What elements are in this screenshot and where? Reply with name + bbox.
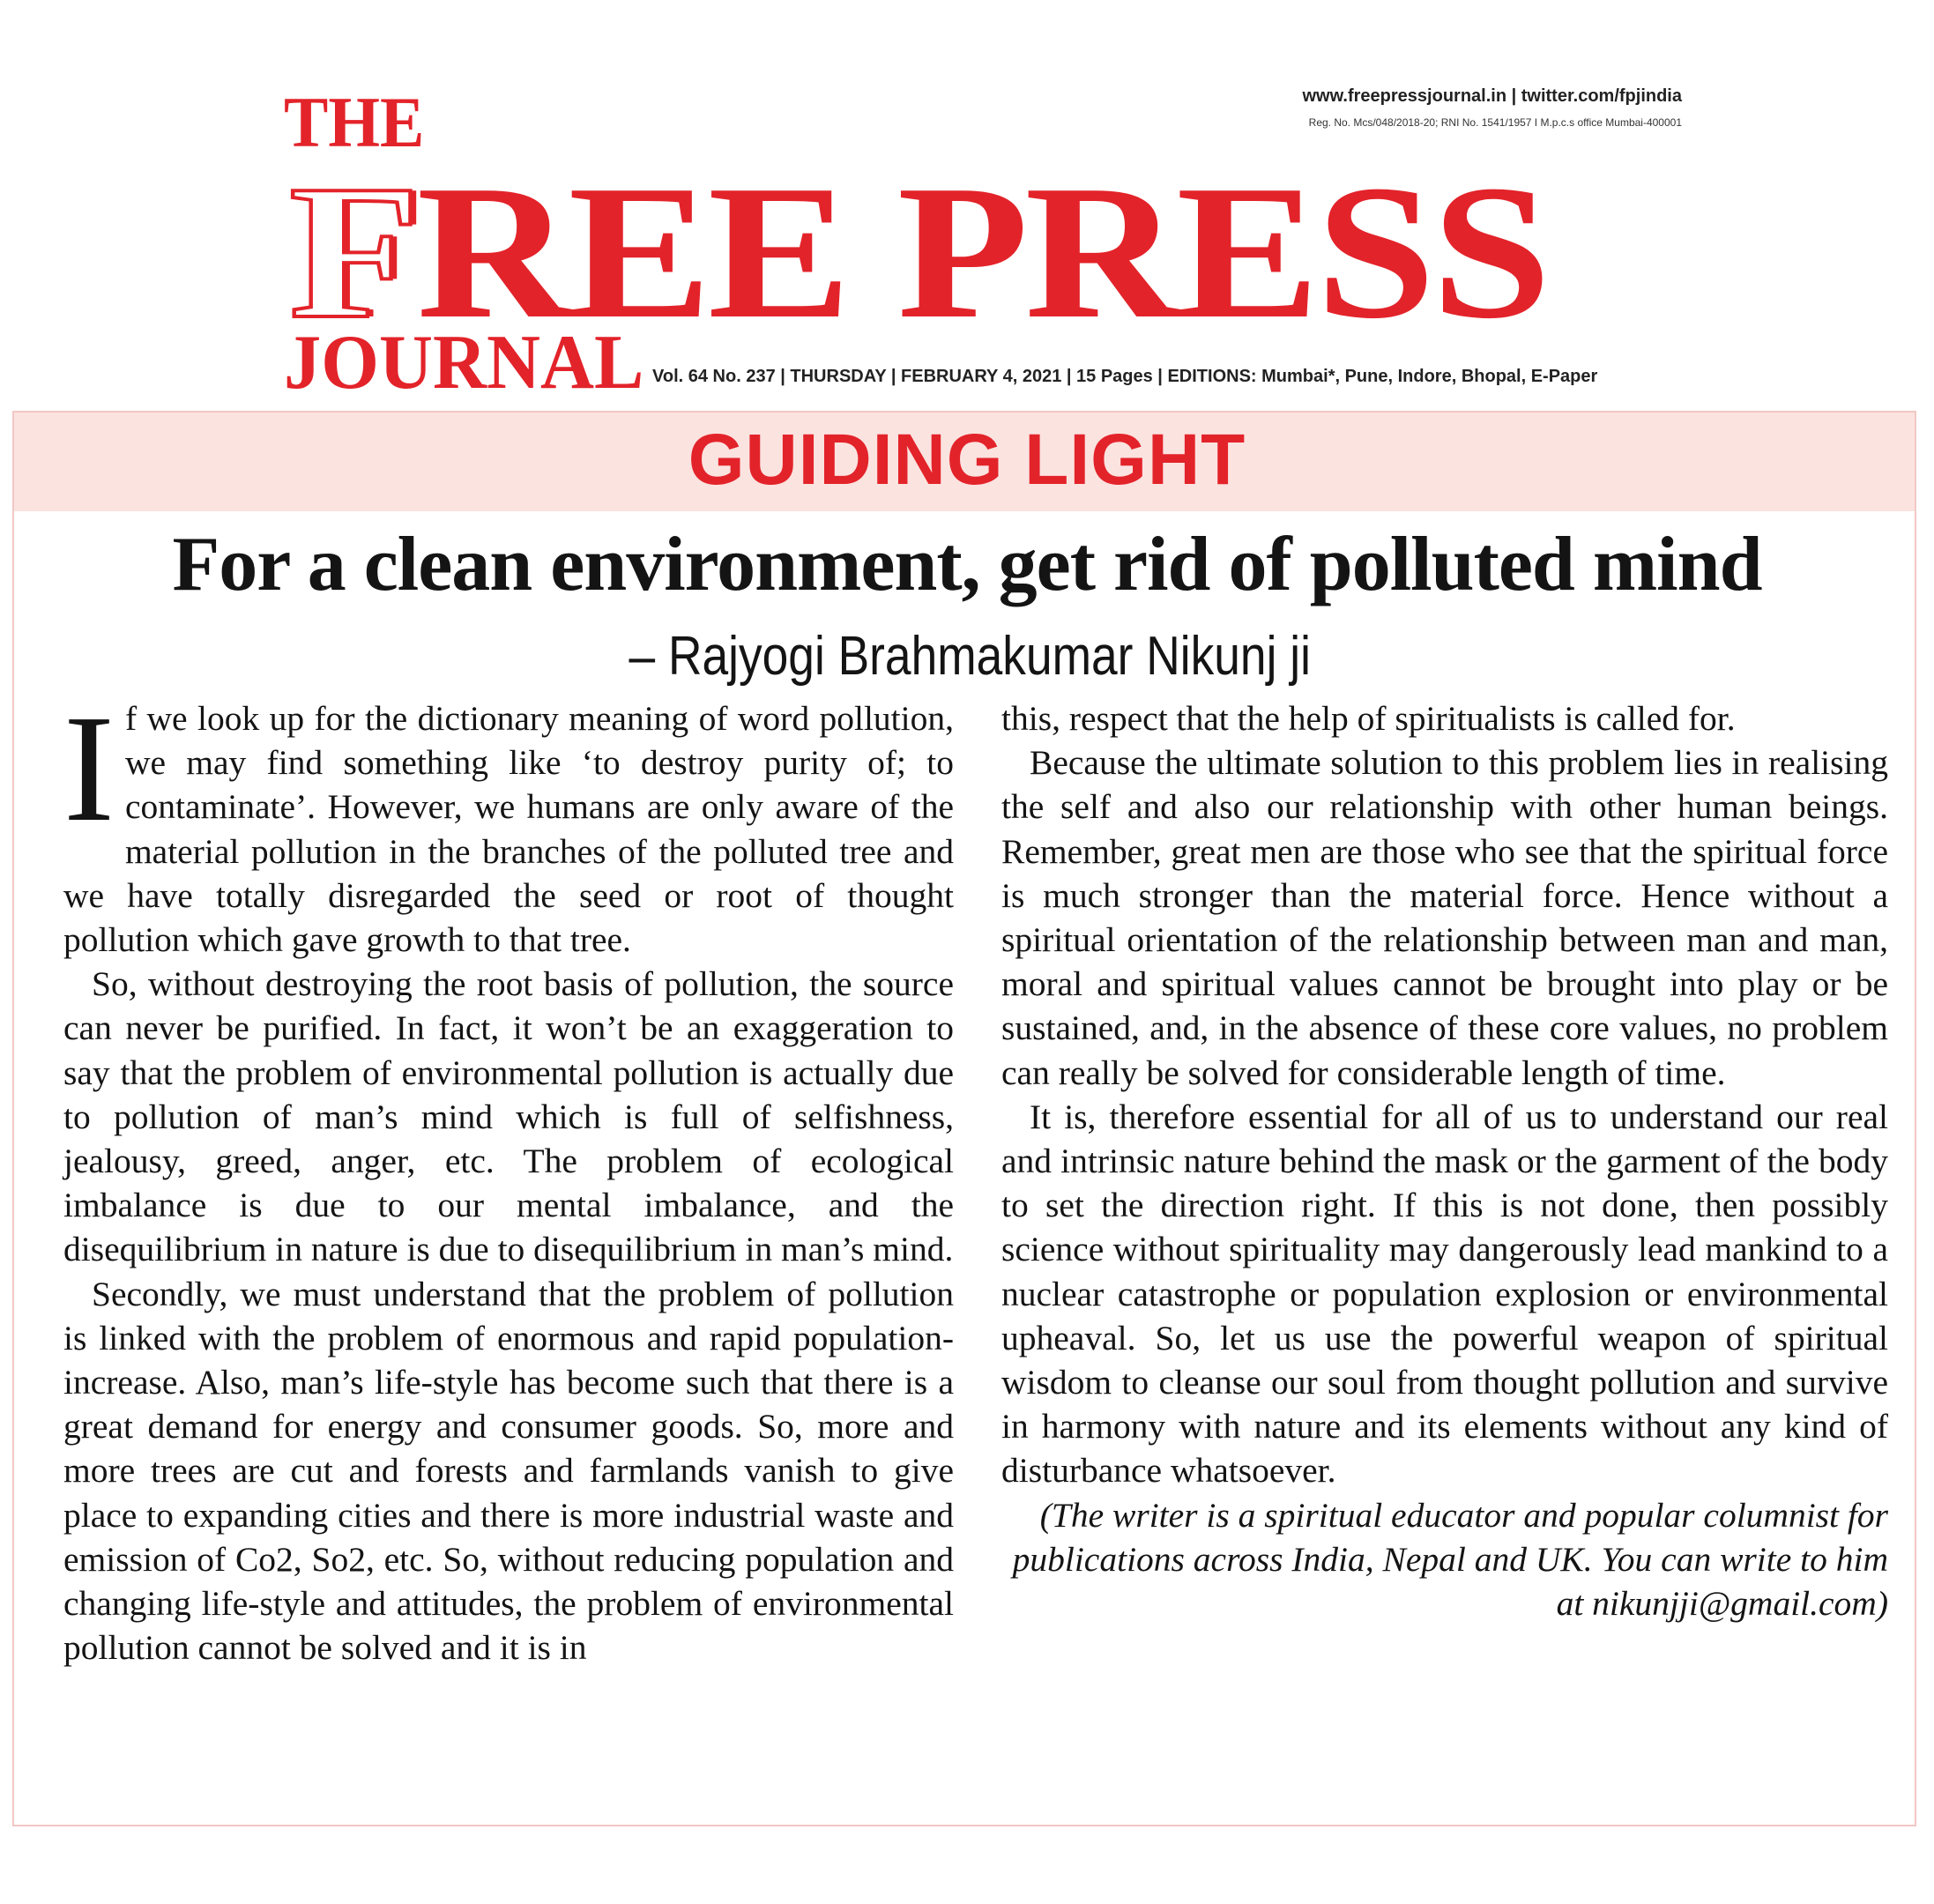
author-note: (The writer is a spiritual educator and popular columnist for publications across India, Nepal and UK. You can write to him at nikunjji@gmail.com) (1012, 1495, 1888, 1624)
edition-line: Vol. 64 No. 237 | THURSDAY | FEBRUARY 4, 2021 | 15 Pages | EDITIONS: Mumbai*, Pune, Indore, Bhopal, E-Paper (652, 367, 1598, 386)
paragraph-4: this, respect that the help of spiritualists is called for. (1001, 699, 1736, 738)
byline: – Rajyogi Brahmakumar Nikunj ji (629, 626, 1311, 687)
drop-cap: I (63, 683, 115, 853)
paragraph-1-text: f we look up for the dictionary meaning of word pollution, we may find something like ‘to destroy purity of; to contaminate’. However, we humans are only aware of the material pollution in the branches of the polluted tree and we have totally disregarded the seed or root of thought pollution which gave growth to that tree. (63, 699, 954, 960)
logo-the: THE (284, 82, 425, 162)
paragraph-6: It is, therefore essential for all of us to understand our real and intrinsic nature behind the mask or the garment of the body to set the direction right. If this is not done, then possibly science without spirituality may dangerously lead mankind to a nuclear catastrophe or population explosion or environmental upheaval. So, let us use the powerful weapon of spiritual wisdom to cleanse our soul from thought pollution and survive in harmony with nature and its elements without any kind of disturbance whatsoever. (1001, 1097, 1888, 1491)
paragraph-5: Because the ultimate solution to this problem lies in realising the self and also our relationship with other human beings. Remember, great men are those who see that the spiritual force is much stronger than the material force. Hence without a spiritual orientation of the relationship between man and man, moral and spiritual values cannot be brought into play or be sustained, and, in the absence of these core values, no problem can really be solved for considerable length of time. (1001, 743, 1888, 1092)
logo-free-rest: REE PRESS (416, 146, 1548, 359)
paragraph-2: So, without destroying the root basis of pollution, the source can never be purified. In fact, it won’t be an exaggeration to say that the problem of environmental pollution is actually due to pollution of man’s mind which is full of selfishness, jealousy, greed, anger, etc. The problem of ecological imbalance is due to our mental imbalance, and the disequilibrium in nature is due to disequilibrium in man’s mind. (63, 964, 954, 1269)
article-column-left (63, 683, 954, 1670)
logo-free-first-letter: F (289, 146, 417, 359)
masthead (0, 0, 1934, 405)
registration-line: Reg. No. Mcs/048/2018-20; RNI No. 1541/1957 I M.p.c.s office Mumbai-400001 (1308, 116, 1682, 129)
headline: For a clean environment, get rid of polluted mind (172, 522, 1762, 607)
logo-journal: JOURNAL (284, 320, 644, 405)
paragraph-3: Secondly, we must understand that the problem of pollution is linked with the problem of enormous and rapid population- increase. Also, man’s life-style has become such that there is a great demand for energy and consumer goods. So, more and more trees are cut and forests and farmlands vanish to give place to expanding cities and there is more industrial waste and emission of Co2, So2, etc. So, without reducing population and changing life-style and attitudes, the problem of environmental pollution cannot be solved and it is in (63, 1274, 954, 1668)
website-twitter-line: www.freepressjournal.in | twitter.com/fpjindia (1302, 86, 1682, 106)
paragraph-1 (63, 683, 954, 962)
section-title: GUIDING LIGHT (688, 420, 1246, 500)
article-column-right (1001, 696, 1888, 1625)
